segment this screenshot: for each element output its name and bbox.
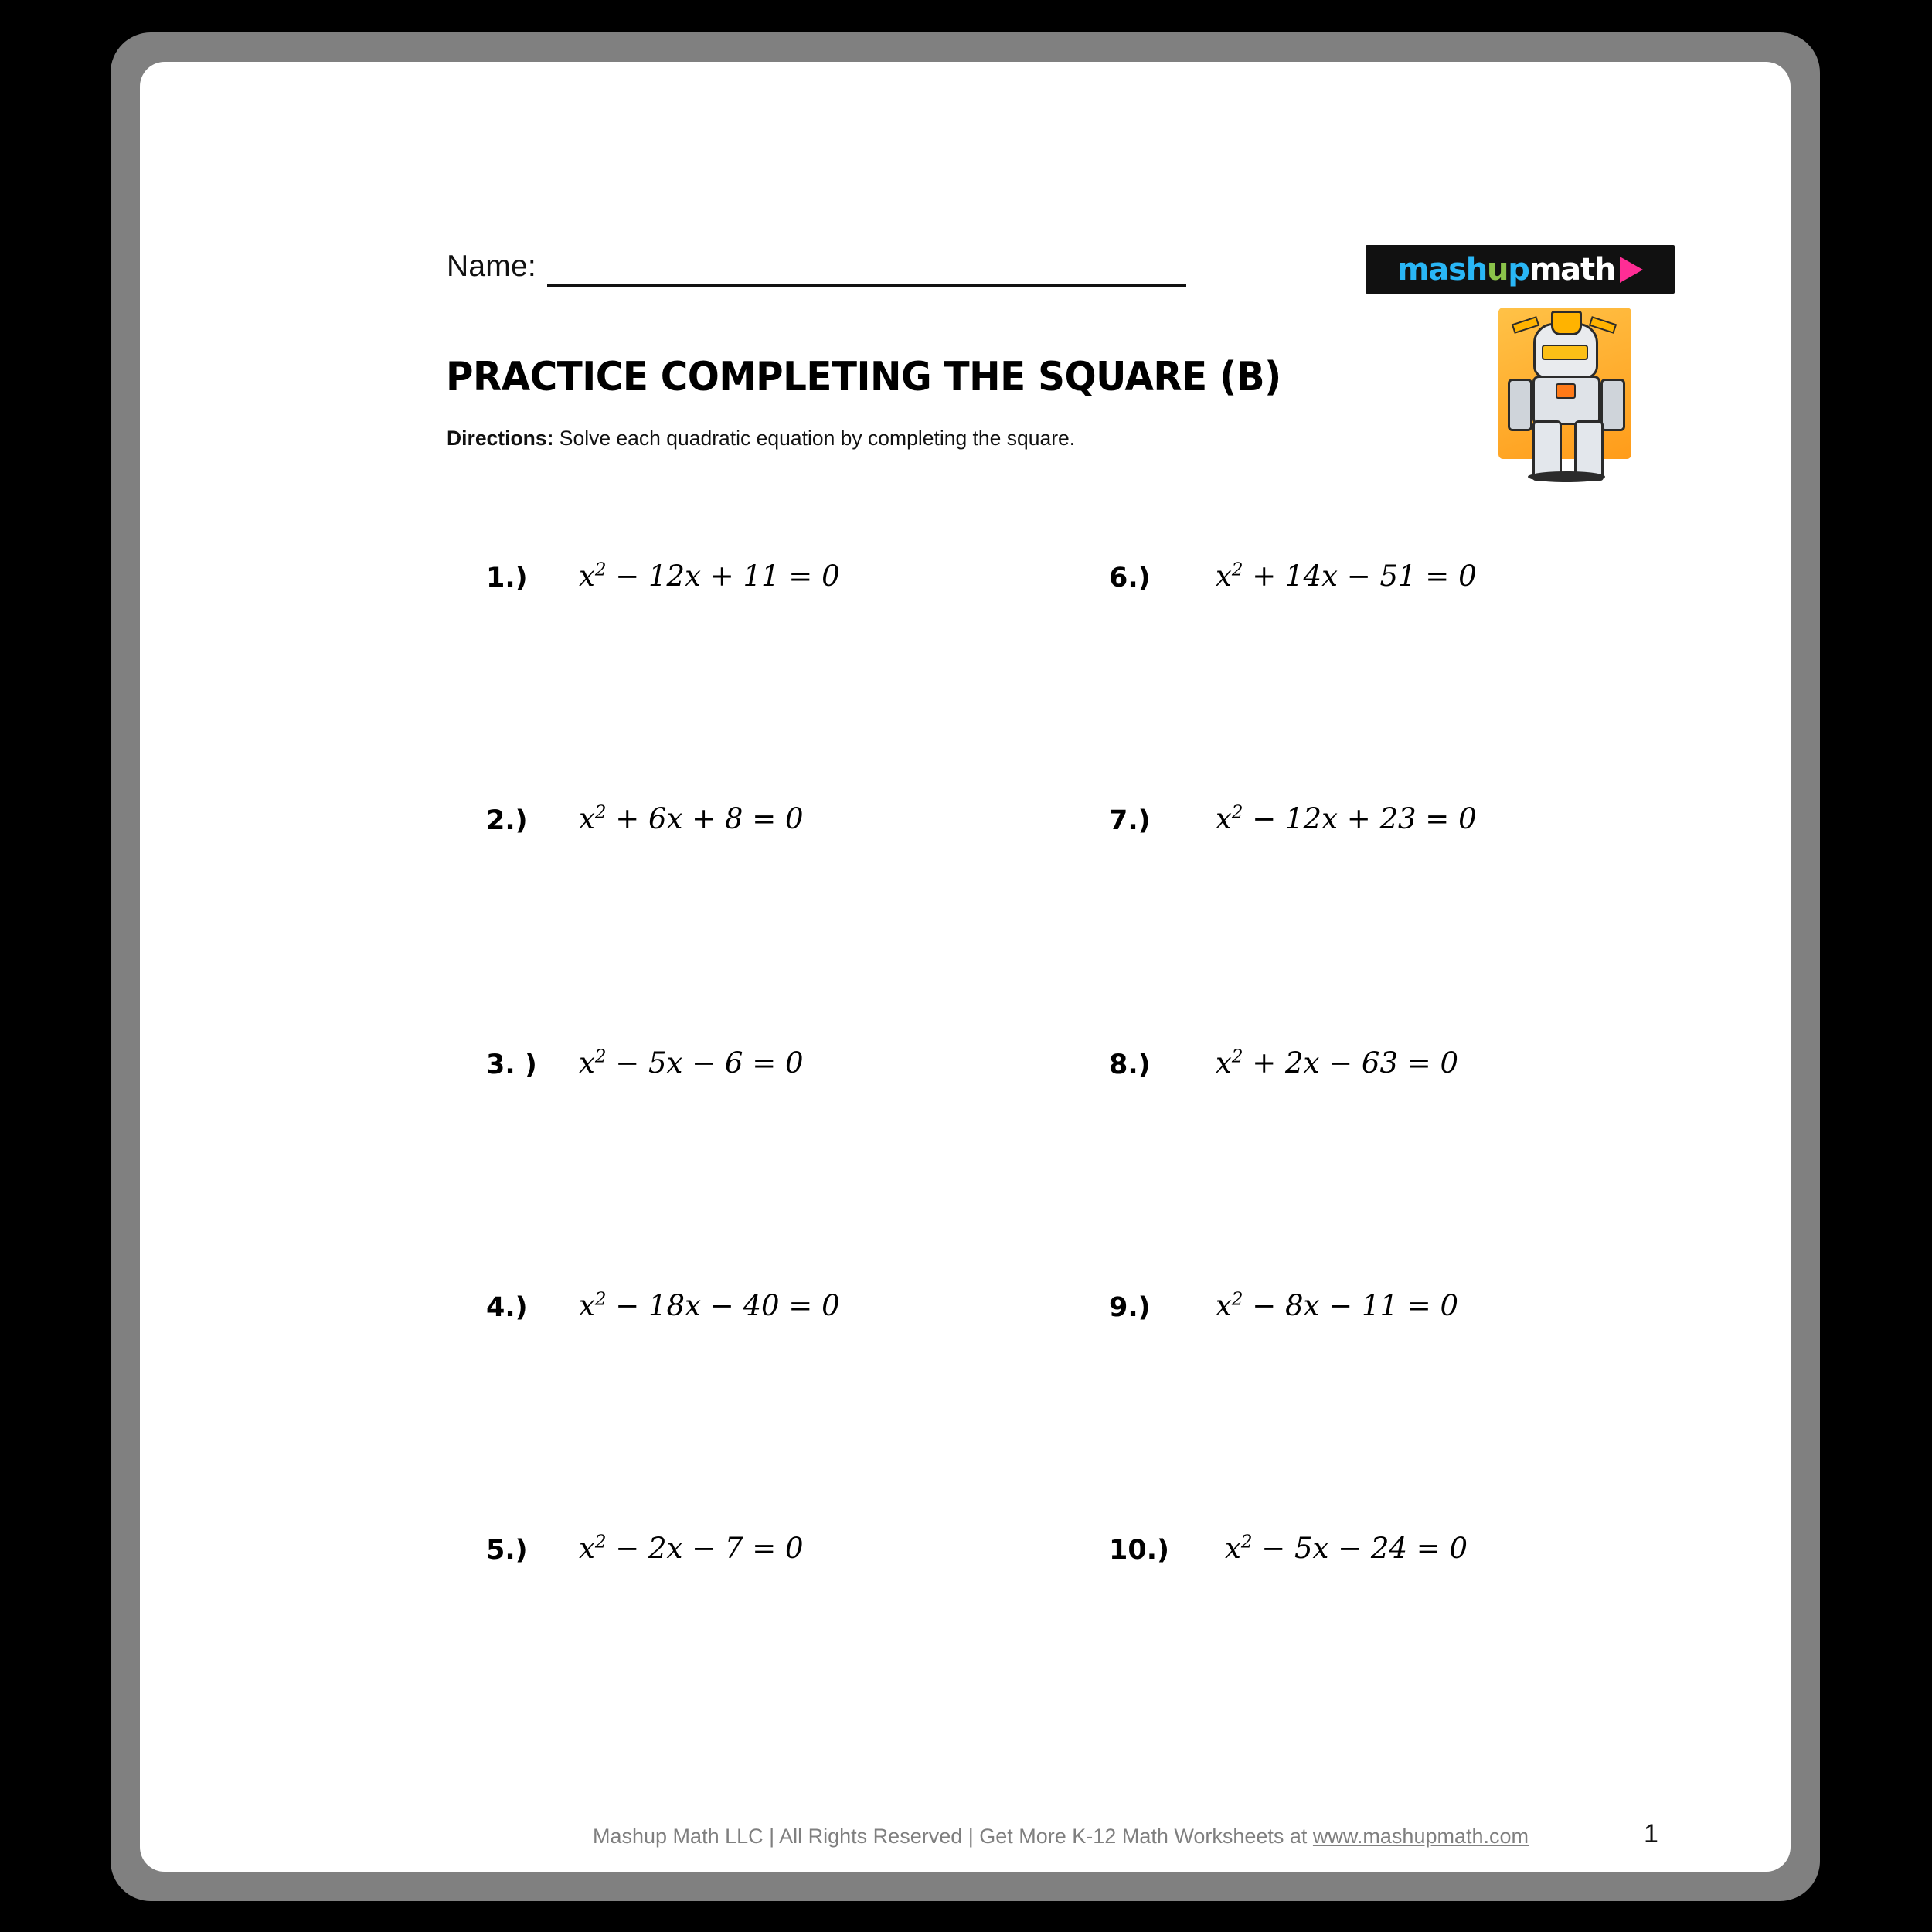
problem-equation: $x^2 + 14x - 51 = 0$ (1216, 560, 1477, 593)
problem-equation: $x^2 - 18x - 40 = 0$ (579, 1289, 840, 1322)
problem-number: 5.) (486, 1535, 528, 1566)
problem-number: 1.) (486, 563, 528, 594)
problem-equation: $x^2 - 5x - 24 = 0$ (1225, 1532, 1468, 1565)
footer-text: Mashup Math LLC | All Rights Reserved | Get More K-12 Math Worksheets at (593, 1825, 1313, 1848)
logo-mash-text: mash (1396, 251, 1487, 287)
directions-label: Directions: (447, 427, 554, 450)
mashupmath-website-link[interactable]: www.mashupmath.com (1312, 1825, 1529, 1848)
problem-number: 2.) (486, 805, 528, 836)
logo-u-text: u (1486, 251, 1509, 287)
worksheet-sheet (140, 62, 1791, 1872)
problem-number: 9.) (1109, 1292, 1151, 1323)
problem-number: 6.) (1109, 563, 1151, 594)
problem-number: 4.) (486, 1292, 528, 1323)
logo-p-text: p (1508, 251, 1529, 287)
problem-number: 8.) (1109, 1049, 1151, 1080)
logo-math-text: math (1529, 251, 1616, 287)
problem-equation: $x^2 - 8x - 11 = 0$ (1216, 1289, 1459, 1322)
footer-credit (593, 1825, 1529, 1849)
problem-equation: $x^2 - 12x + 23 = 0$ (1216, 802, 1477, 835)
directions-body: Solve each quadratic equation by completing the square. (553, 427, 1076, 450)
page-title: PRACTICE COMPLETING THE SQUARE (B) (446, 354, 1281, 400)
name-label: Name: (447, 250, 536, 283)
problem-equation: $x^2 + 2x - 63 = 0$ (1216, 1046, 1459, 1080)
page-number: 1 (1644, 1819, 1658, 1849)
problem-equation: $x^2 - 2x - 7 = 0$ (579, 1532, 804, 1565)
problem-number: 10.) (1109, 1535, 1169, 1566)
problem-equation: $x^2 - 12x + 11 = 0$ (579, 560, 840, 593)
problem-list (140, 62, 1791, 1872)
worksheet-page-frame (111, 32, 1820, 1901)
problem-equation: $x^2 + 6x + 8 = 0$ (579, 802, 804, 835)
problem-equation: $x^2 - 5x - 6 = 0$ (579, 1046, 804, 1080)
problem-number: 3. ) (486, 1049, 537, 1080)
problem-number: 7.) (1109, 805, 1151, 836)
